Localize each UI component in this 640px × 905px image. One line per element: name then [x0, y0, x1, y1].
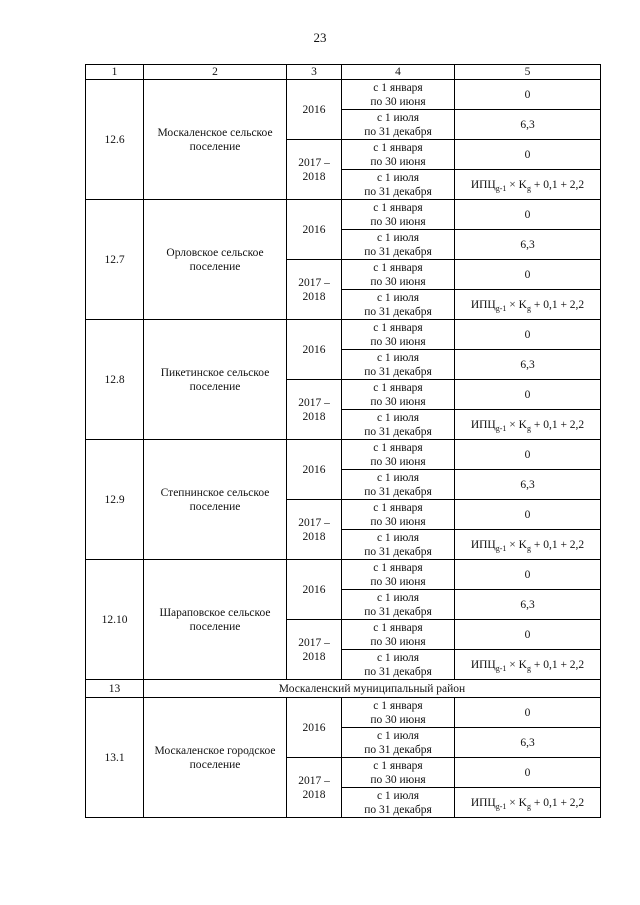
period-line: по 30 июня: [370, 335, 426, 348]
period-second-half: [342, 650, 455, 680]
value-cell: 0: [455, 620, 601, 650]
period-line: с 1 января: [373, 759, 423, 772]
year-2016: 2016: [287, 698, 342, 758]
value-cell: 0: [455, 80, 601, 110]
period-line: с 1 июля: [376, 591, 420, 604]
year-2016: 2016: [287, 200, 342, 260]
period-line: с 1 июля: [376, 351, 420, 364]
period-first-half: [342, 380, 455, 410]
formula-sub2: g: [526, 423, 531, 433]
period-line: с 1 января: [373, 321, 423, 334]
formula-sub: g-1: [495, 303, 507, 313]
formula: [471, 419, 584, 431]
section-number: 13: [86, 680, 144, 698]
year-line: 2017 –: [298, 636, 330, 649]
period-first-half: [342, 560, 455, 590]
formula-sub2: g: [526, 801, 531, 811]
formula: [471, 797, 584, 809]
table-row: [86, 440, 601, 470]
period-line: по 31 декабря: [364, 665, 432, 678]
period-second-half: [342, 410, 455, 440]
period-line: по 30 июня: [370, 155, 426, 168]
formula-cell: [455, 410, 601, 440]
section-row: [86, 680, 601, 698]
period-line: с 1 января: [373, 201, 423, 214]
settlement-name: Шараповское сельское поселение: [144, 560, 287, 680]
table-row: [86, 200, 601, 230]
year-2016: 2016: [287, 560, 342, 620]
formula-sub2: g: [526, 183, 531, 193]
formula-cell: [455, 650, 601, 680]
period-line: с 1 июля: [376, 789, 420, 802]
formula-cell: [455, 788, 601, 818]
formula-mid: × K: [506, 178, 527, 191]
period-line: по 31 декабря: [364, 125, 432, 138]
section-name: Москаленский муниципальный район: [144, 680, 601, 698]
formula-sub: g-1: [495, 543, 507, 553]
period-line: с 1 января: [373, 561, 423, 574]
formula-main: ИПЦ: [470, 796, 496, 809]
column-number-5: 5: [455, 65, 601, 80]
column-number-3: 3: [287, 65, 342, 80]
year-line: 2018: [302, 788, 326, 801]
formula-main: ИПЦ: [470, 298, 496, 311]
table-row: [86, 80, 601, 110]
period-line: по 30 июня: [370, 215, 426, 228]
year-2017-2018: [287, 620, 342, 680]
period-line: с 1 июля: [376, 471, 420, 484]
value-cell: 6,3: [455, 110, 601, 140]
formula-tail: + 0,1 + 2,2: [530, 298, 585, 311]
period-line: с 1 июля: [376, 231, 420, 244]
period-second-half: [342, 110, 455, 140]
row-number: 12.10: [86, 560, 144, 680]
period-second-half: [342, 230, 455, 260]
period-first-half: [342, 200, 455, 230]
year-line: 2018: [302, 290, 326, 303]
value-cell: 6,3: [455, 728, 601, 758]
period-line: по 30 июня: [370, 95, 426, 108]
table-row: [86, 560, 601, 590]
year-2016: 2016: [287, 440, 342, 500]
period-line: с 1 июля: [376, 171, 420, 184]
settlement-name: Орловское сельское поселение: [144, 200, 287, 320]
period-line: с 1 июля: [376, 531, 420, 544]
period-line: по 30 июня: [370, 773, 426, 786]
formula-tail: + 0,1 + 2,2: [530, 538, 585, 551]
value-cell: 6,3: [455, 350, 601, 380]
value-cell: 6,3: [455, 590, 601, 620]
row-number: 13.1: [86, 698, 144, 818]
period-first-half: [342, 260, 455, 290]
row-number: 12.9: [86, 440, 144, 560]
formula-sub: g-1: [495, 183, 507, 193]
period-line: с 1 июля: [376, 729, 420, 742]
formula-sub: g-1: [495, 801, 507, 811]
row-number: 12.6: [86, 80, 144, 200]
period-first-half: [342, 758, 455, 788]
tariff-table: [85, 64, 601, 818]
year-line: 2018: [302, 530, 326, 543]
settlement-name: Москаленское сельское поселение: [144, 80, 287, 200]
value-cell: 0: [455, 380, 601, 410]
period-line: с 1 января: [373, 261, 423, 274]
period-second-half: [342, 728, 455, 758]
year-2017-2018: [287, 500, 342, 560]
value-cell: 0: [455, 758, 601, 788]
period-line: по 30 июня: [370, 275, 426, 288]
period-line: по 31 декабря: [364, 605, 432, 618]
formula-sub: g-1: [495, 423, 507, 433]
year-line: 2017 –: [298, 156, 330, 169]
formula: [471, 539, 584, 551]
formula-mid: × K: [506, 658, 527, 671]
period-second-half: [342, 170, 455, 200]
settlement-name: Пикетинское сельское поселение: [144, 320, 287, 440]
period-first-half: [342, 320, 455, 350]
period-line: с 1 января: [373, 441, 423, 454]
value-cell: 0: [455, 560, 601, 590]
period-line: по 31 декабря: [364, 803, 432, 816]
formula-cell: [455, 290, 601, 320]
period-second-half: [342, 530, 455, 560]
formula: [471, 299, 584, 311]
period-line: по 30 июня: [370, 575, 426, 588]
formula-sub2: g: [526, 543, 531, 553]
value-cell: 0: [455, 260, 601, 290]
period-line: с 1 июля: [376, 651, 420, 664]
row-number: 12.8: [86, 320, 144, 440]
settlement-name: Москаленское городское поселение: [144, 698, 287, 818]
year-line: 2018: [302, 650, 326, 663]
period-line: по 31 декабря: [364, 743, 432, 756]
period-first-half: [342, 80, 455, 110]
formula-tail: + 0,1 + 2,2: [530, 658, 585, 671]
formula-main: ИПЦ: [470, 538, 496, 551]
year-2017-2018: [287, 380, 342, 440]
period-line: по 30 июня: [370, 395, 426, 408]
year-2017-2018: [287, 140, 342, 200]
formula-sub: g-1: [495, 663, 507, 673]
period-line: по 31 декабря: [364, 425, 432, 438]
period-first-half: [342, 440, 455, 470]
formula-mid: × K: [506, 298, 527, 311]
value-cell: 6,3: [455, 230, 601, 260]
period-line: по 30 июня: [370, 635, 426, 648]
period-line: с 1 января: [373, 621, 423, 634]
period-line: с 1 января: [373, 381, 423, 394]
period-line: по 30 июня: [370, 515, 426, 528]
formula: [471, 179, 584, 191]
table-row: [86, 320, 601, 350]
period-second-half: [342, 788, 455, 818]
year-2016: 2016: [287, 80, 342, 140]
period-first-half: [342, 620, 455, 650]
year-line: 2017 –: [298, 516, 330, 529]
formula-mid: × K: [506, 418, 527, 431]
period-line: с 1 января: [373, 141, 423, 154]
column-number-4: 4: [342, 65, 455, 80]
year-line: 2018: [302, 410, 326, 423]
period-line: по 31 декабря: [364, 305, 432, 318]
period-line: по 30 июня: [370, 455, 426, 468]
formula-main: ИПЦ: [470, 178, 496, 191]
value-cell: 6,3: [455, 470, 601, 500]
period-line: по 31 декабря: [364, 245, 432, 258]
period-second-half: [342, 350, 455, 380]
formula-sub2: g: [526, 303, 531, 313]
column-number-1: 1: [86, 65, 144, 80]
period-line: с 1 января: [373, 501, 423, 514]
value-cell: 0: [455, 500, 601, 530]
formula-main: ИПЦ: [470, 658, 496, 671]
formula-tail: + 0,1 + 2,2: [530, 178, 585, 191]
year-line: 2017 –: [298, 396, 330, 409]
period-line: с 1 июля: [376, 111, 420, 124]
period-line: по 31 декабря: [364, 365, 432, 378]
formula-cell: [455, 170, 601, 200]
formula-mid: × K: [506, 538, 527, 551]
year-2017-2018: [287, 758, 342, 818]
period-second-half: [342, 290, 455, 320]
period-line: с 1 января: [373, 699, 423, 712]
page-number: 23: [313, 30, 327, 45]
value-cell: 0: [455, 140, 601, 170]
period-second-half: [342, 590, 455, 620]
period-first-half: [342, 500, 455, 530]
column-number-2: 2: [144, 65, 287, 80]
value-cell: 0: [455, 698, 601, 728]
table-header-row: [86, 65, 601, 80]
formula-sub2: g: [526, 663, 531, 673]
year-2016: 2016: [287, 320, 342, 380]
period-first-half: [342, 140, 455, 170]
period-line: с 1 января: [373, 81, 423, 94]
year-line: 2017 –: [298, 774, 330, 787]
formula: [471, 659, 584, 671]
period-line: с 1 июля: [376, 411, 420, 424]
period-first-half: [342, 698, 455, 728]
value-cell: 0: [455, 440, 601, 470]
period-line: по 31 декабря: [364, 545, 432, 558]
formula-mid: × K: [506, 796, 527, 809]
year-line: 2018: [302, 170, 326, 183]
formula-cell: [455, 530, 601, 560]
period-line: с 1 июля: [376, 291, 420, 304]
value-cell: 0: [455, 320, 601, 350]
formula-tail: + 0,1 + 2,2: [530, 418, 585, 431]
period-line: по 30 июня: [370, 713, 426, 726]
year-2017-2018: [287, 260, 342, 320]
table-row: [86, 698, 601, 728]
formula-tail: + 0,1 + 2,2: [530, 796, 585, 809]
period-line: по 31 декабря: [364, 185, 432, 198]
period-line: по 31 декабря: [364, 485, 432, 498]
year-line: 2017 –: [298, 276, 330, 289]
period-second-half: [342, 470, 455, 500]
row-number: 12.7: [86, 200, 144, 320]
formula-main: ИПЦ: [470, 418, 496, 431]
value-cell: 0: [455, 200, 601, 230]
settlement-name: Степнинское сельское поселение: [144, 440, 287, 560]
